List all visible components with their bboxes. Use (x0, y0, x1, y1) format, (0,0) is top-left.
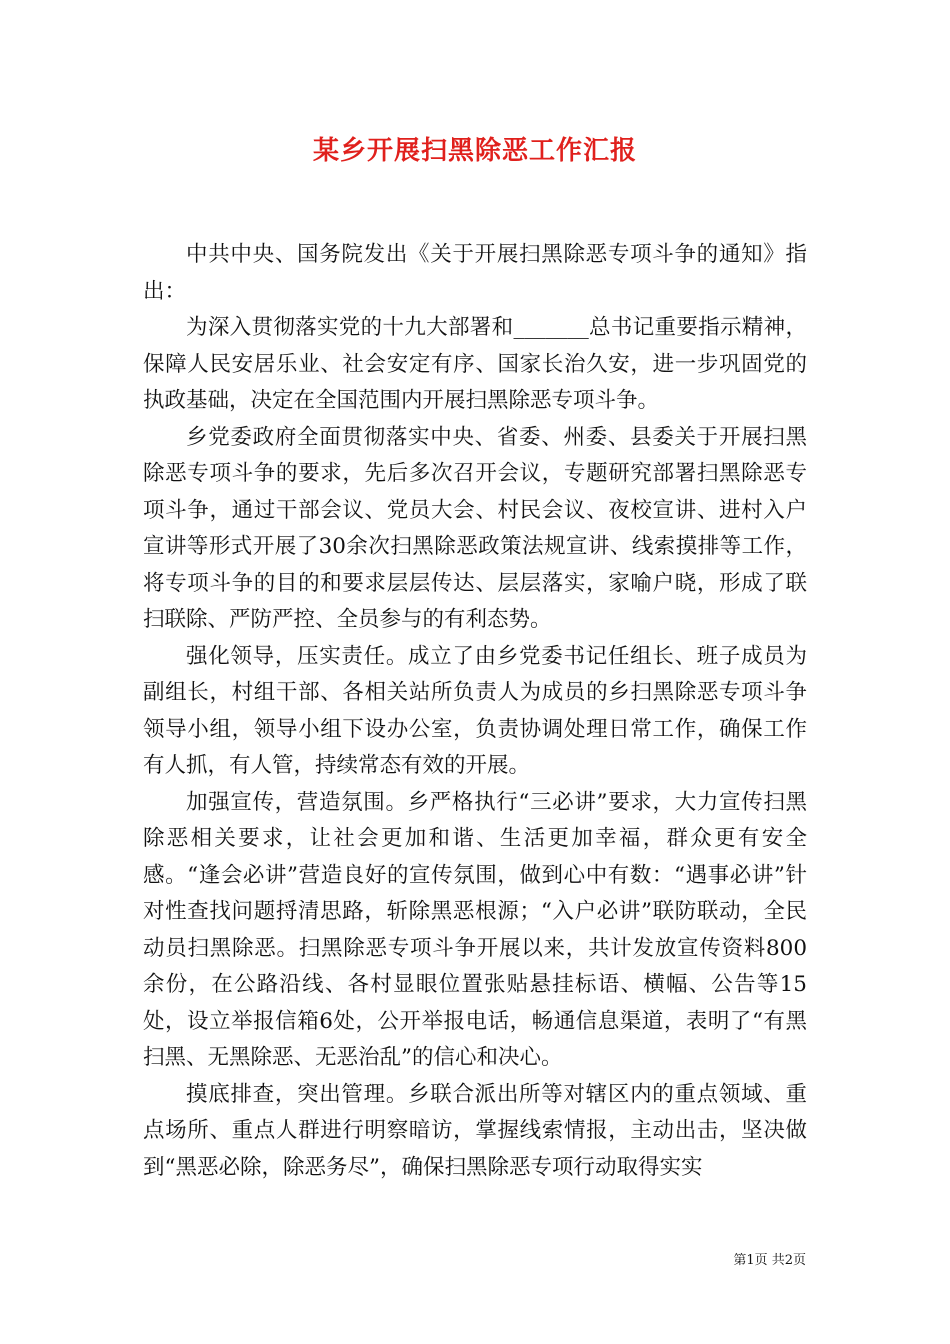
paragraph-publicity: 加强宣传，营造氛围。乡严格执行“三必讲”要求，大力宣传扫黑除恶相关要求，让社会更加和谐、生活更加幸福，群众更有安全感。“逢会必讲”营造良好的宣传氛围，做到心中有数：“遇事必讲”针对性查找问题捋清思路，斩除黑恶根源；“入户必讲”联防联动，全民动员扫黑除恶。扫黑除恶专项斗争开展以来，共计发放宣传资料800余份，在公路沿线、各村显眼位置张贴悬挂标语、横幅、公告等15处，设立举报信箱6处，公开举报电话，畅通信息渠道，表明了“有黑扫黑、无黑除恶、无恶治乱”的信心和决心。 (143, 789, 807, 1070)
document-body (143, 237, 807, 1186)
paragraph-intro: 中共中央、国务院发出《关于开展扫黑除恶专项斗争的通知》指出： (143, 242, 807, 304)
page-number-footer: 第1页 共2页 (733, 1253, 806, 1268)
paragraph-investigation: 摸底排查，突出管理。乡联合派出所等对辖区内的重点领域、重点场所、重点人群进行明察暗访，掌握线索情报，主动出击，坚决做到“黑恶必除，除恶务尽”，确保扫黑除恶专项行动取得实实 (143, 1081, 807, 1180)
document-title: 某乡开展扫黑除恶工作汇报 (312, 136, 637, 166)
paragraph-quote: 为深入贯彻落实党的十九大部署和_______总书记重要指示精神，保障人民安居乐业、社会安定有序、国家长治久安，进一步巩固党的执政基础，决定在全国范围内开展扫黑除恶专项斗争。 (143, 315, 807, 413)
paragraph-implementation: 乡党委政府全面贯彻落实中央、省委、州委、县委关于开展扫黑除恶专项斗争的要求，先后多次召开会议，专题研究部署扫黑除恶专项斗争，通过干部会议、党员大会、村民会议、夜校宣讲、进村入户宣讲等形式开展了30余次扫黑除恶政策法规宣讲、线索摸排等工作，将专项斗争的目的和要求层层传达、层层落实，家喻户晓，形成了联扫联除、严防严控、全员参与的有利态势。 (143, 424, 807, 632)
paragraph-leadership: 强化领导，压实责任。成立了由乡党委书记任组长、班子成员为副组长，村组干部、各相关站所负责人为成员的乡扫黑除恶专项斗争领导小组，领导小组下设办公室，负责协调处理日常工作，确保工作有人抓，有人管，持续常态有效的开展。 (143, 643, 807, 778)
